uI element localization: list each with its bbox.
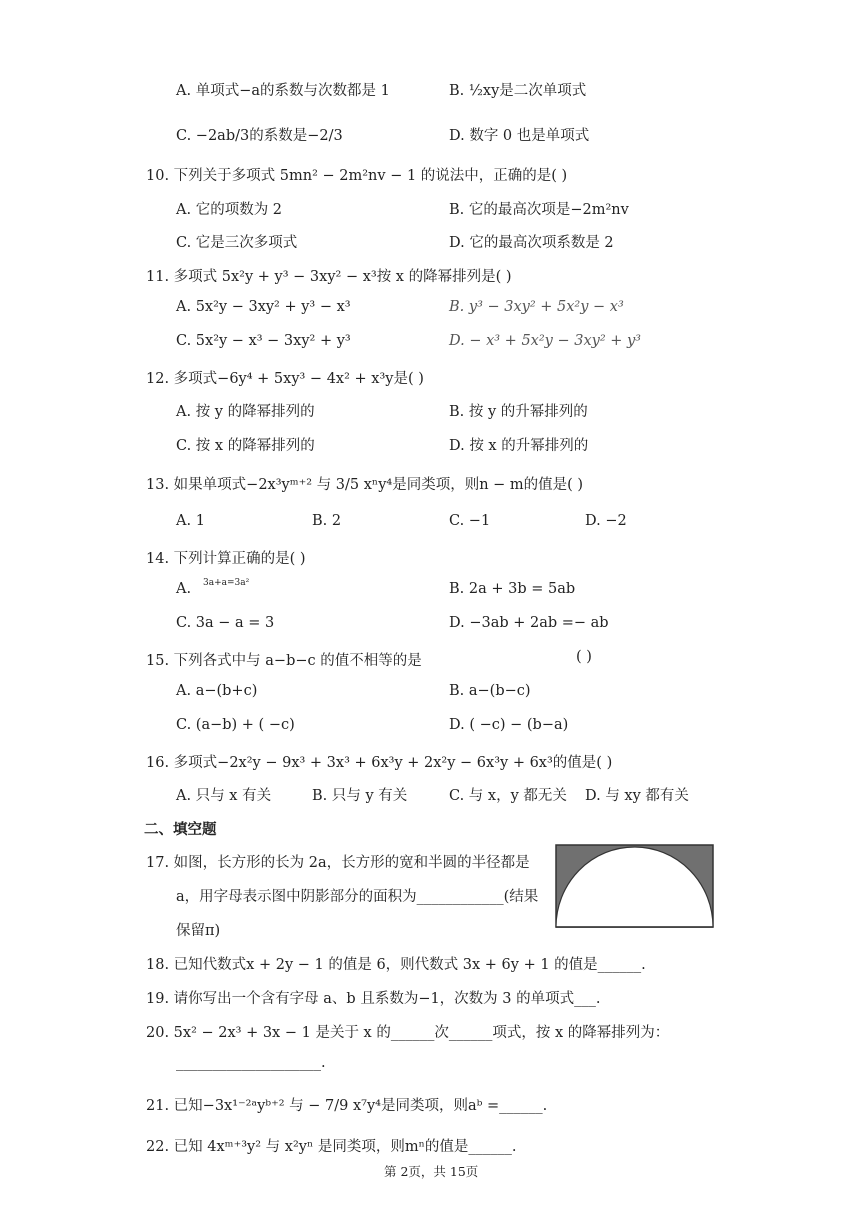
q11-option-c: C. 5x²y − x³ − 3xy² + y³ xyxy=(176,333,351,349)
q9-option-d: D. 数字 0 也是单项式 xyxy=(449,128,590,144)
q13-option-c: C. −1 xyxy=(449,513,491,529)
q13-stem: 13. 如果单项式−2x³yᵐ⁺² 与 3/5 xⁿy⁴是同类项，则n − m的值是( ) xyxy=(146,477,584,493)
section-heading-fill-blank: 二、填空题 xyxy=(144,822,217,838)
page-footer: 第 2页，共 15页 xyxy=(384,1164,479,1179)
q10-option-b: B. 它的最高次项是−2m²nv xyxy=(449,202,629,218)
q10-option-a: A. 它的项数为 2 xyxy=(176,202,283,218)
q15-answer-paren: ( ) xyxy=(576,649,592,665)
q10-option-d: D. 它的最高次项系数是 2 xyxy=(449,235,614,251)
q14-option-d: D. −3ab + 2ab =− ab xyxy=(449,615,609,631)
q11-stem: 11. 多项式 5x²y + y³ − 3xy² − x³按 x 的降幂排列是( ) xyxy=(146,269,512,285)
q12-stem: 12. 多项式−6y⁴ + 5xy³ − 4x² + x³y是( ) xyxy=(146,371,424,387)
q19: 19. 请你写出一个含有字母 a、b 且系数为−1，次数为 3 的单项式___. xyxy=(146,991,601,1007)
q17-line-3: 保留π) xyxy=(176,923,221,939)
q15-option-a: A. a−(b+c) xyxy=(176,683,258,699)
q16-option-b: B. 只与 y 有关 xyxy=(312,788,408,804)
q17-line-1: 17. 如图，长方形的长为 2a，长方形的宽和半圆的半径都是 xyxy=(146,855,530,871)
q10-option-c: C. 它是三次多项式 xyxy=(176,235,298,251)
q10-stem: 10. 下列关于多项式 5mn² − 2m²nv − 1 的说法中，正确的是( ) xyxy=(146,168,568,184)
q14-option-a-label: A. xyxy=(176,581,192,597)
q13-option-a: A. 1 xyxy=(176,513,205,529)
q13-option-d: D. −2 xyxy=(585,513,627,529)
q17-figure-rectangle-semicircle xyxy=(555,844,715,928)
q11-option-a: A. 5x²y − 3xy² + y³ − x³ xyxy=(176,299,351,315)
q17-line-2: a，用字母表示图中阴影部分的面积为____________(结果 xyxy=(176,889,539,905)
q18: 18. 已知代数式x + 2y − 1 的值是 6，则代数式 3x + 6y + 1 的值是______. xyxy=(146,957,646,973)
q16-option-a: A. 只与 x 有关 xyxy=(176,788,272,804)
q12-option-a: A. 按 y 的降幂排列的 xyxy=(176,404,315,420)
q11-option-d: D. − x³ + 5x²y − 3xy² + y³ xyxy=(449,333,641,349)
q14-option-b: B. 2a + 3b = 5ab xyxy=(449,581,576,597)
q15-option-c: C. (a−b) + ( −c) xyxy=(176,717,295,733)
q13-option-b: B. 2 xyxy=(312,513,342,529)
q15-option-b: B. a−(b−c) xyxy=(449,683,531,699)
q15-option-d: D. ( −c) − (b−a) xyxy=(449,717,569,733)
q14-option-a-expression: 3a+a=3a² xyxy=(203,578,250,588)
q12-option-d: D. 按 x 的升幂排列的 xyxy=(449,438,589,454)
q9-option-c: C. −2ab/3的系数是−2/3 xyxy=(176,128,343,144)
q16-option-c: C. 与 x，y 都无关 xyxy=(449,788,567,804)
q21: 21. 已知−3x¹⁻²ᵃyᵇ⁺² 与 − 7/9 x⁷y⁴是同类项，则aᵇ =______. xyxy=(146,1098,548,1114)
q12-option-c: C. 按 x 的降幂排列的 xyxy=(176,438,315,454)
q20-line-1: 20. 5x² − 2x³ + 3x − 1 是关于 x 的______次______项式，按 x 的降幂排列为： xyxy=(146,1025,670,1041)
q16-option-d: D. 与 xy 都有关 xyxy=(585,788,689,804)
q14-stem: 14. 下列计算正确的是( ) xyxy=(146,551,306,567)
q9-option-b: B. ½xy是二次单项式 xyxy=(449,83,587,99)
q20-line-2: ____________________. xyxy=(176,1055,326,1071)
q11-option-b: B. y³ − 3xy² + 5x²y − x³ xyxy=(449,299,624,315)
q16-stem: 16. 多项式−2x²y − 9x³ + 3x³ + 6x³y + 2x²y − 6x³y + 6x³的值是( ) xyxy=(146,755,613,771)
q15-stem: 15. 下列各式中与 a−b−c 的值不相等的是 xyxy=(146,653,422,669)
q22: 22. 已知 4xᵐ⁺³y² 与 x²yⁿ 是同类项，则mⁿ的值是______. xyxy=(146,1139,517,1155)
q12-option-b: B. 按 y 的升幂排列的 xyxy=(449,404,588,420)
q14-option-c: C. 3a − a = 3 xyxy=(176,615,275,631)
q9-option-a: A. 单项式−a的系数与次数都是 1 xyxy=(176,83,390,99)
